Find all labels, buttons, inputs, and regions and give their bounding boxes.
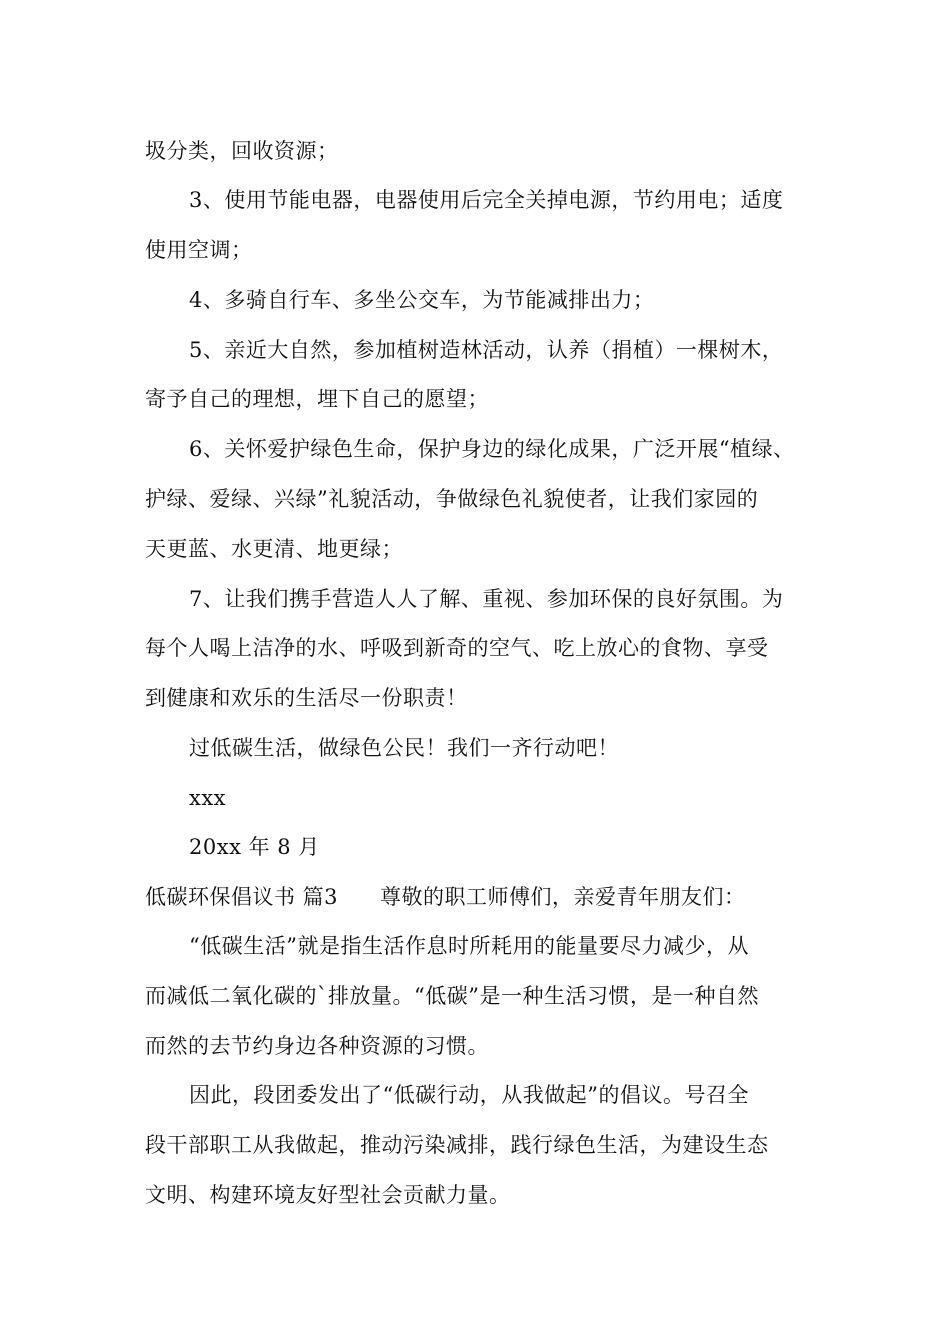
salutation: 尊敬的职工师傅们，亲爱青年朋友们： xyxy=(380,885,746,909)
text-line: “低碳生活”就是指生活作息时所耗用的能量要尽力减少，从 xyxy=(189,934,749,958)
text-line: 6、关怀爱护绿色生命，保护身边的绿化成果，广泛开展“植绿、 xyxy=(189,437,795,461)
signature-date: 20xx 年 8 月 xyxy=(189,835,320,859)
text-line: 7、让我们携手营造人人了解、重视、参加环保的良好氛围。为 xyxy=(189,587,784,611)
text-line: 过低碳生活，做绿色公民！我们一齐行动吧！ xyxy=(189,736,619,760)
section-heading xyxy=(145,883,746,911)
text-line: 文明、构建环境友好型社会贡献力量。 xyxy=(145,1183,511,1207)
text-line: 护绿、爱绿、兴绿”礼貌活动，争做绿色礼貌使者，让我们家园的 xyxy=(145,487,759,511)
text-line: 到健康和欢乐的生活尽一份职责！ xyxy=(145,686,468,710)
text-line: 3、使用节能电器，电器使用后完全关掉电源，节约用电；适度 xyxy=(189,188,784,212)
text-line: 因此，段团委发出了“低碳行动，从我做起”的倡议。号召全 xyxy=(189,1083,749,1107)
text-line: 每个人喝上洁净的水、呼吸到新奇的空气、吃上放心的食物、享受 xyxy=(145,636,769,660)
text-line: 4、多骑自行车、多坐公交车，为节能减排出力； xyxy=(189,288,655,312)
text-line: 天更蓝、水更清、地更绿； xyxy=(145,537,403,561)
text-line: 圾分类，回收资源； xyxy=(145,139,339,163)
text-line: 使用空调； xyxy=(145,238,253,262)
signature-name: xxx xyxy=(189,786,227,810)
text-line: 而减低二氧化碳的`排放量。“低碳”是一种生活习惯，是一种自然 xyxy=(145,984,759,1008)
text-line: 段干部职工从我做起，推动污染减排，践行绿色生活，为建设生态 xyxy=(145,1133,769,1157)
text-line: 5、亲近大自然，参加植树造林活动，认养（捐植）一棵树木， xyxy=(189,338,784,362)
section-title: 低碳环保倡议书 篇3 xyxy=(145,885,339,909)
text-line: 而然的去节约身边各种资源的习惯。 xyxy=(145,1034,489,1058)
text-line: 寄予自己的理想，埋下自己的愿望； xyxy=(145,387,489,411)
